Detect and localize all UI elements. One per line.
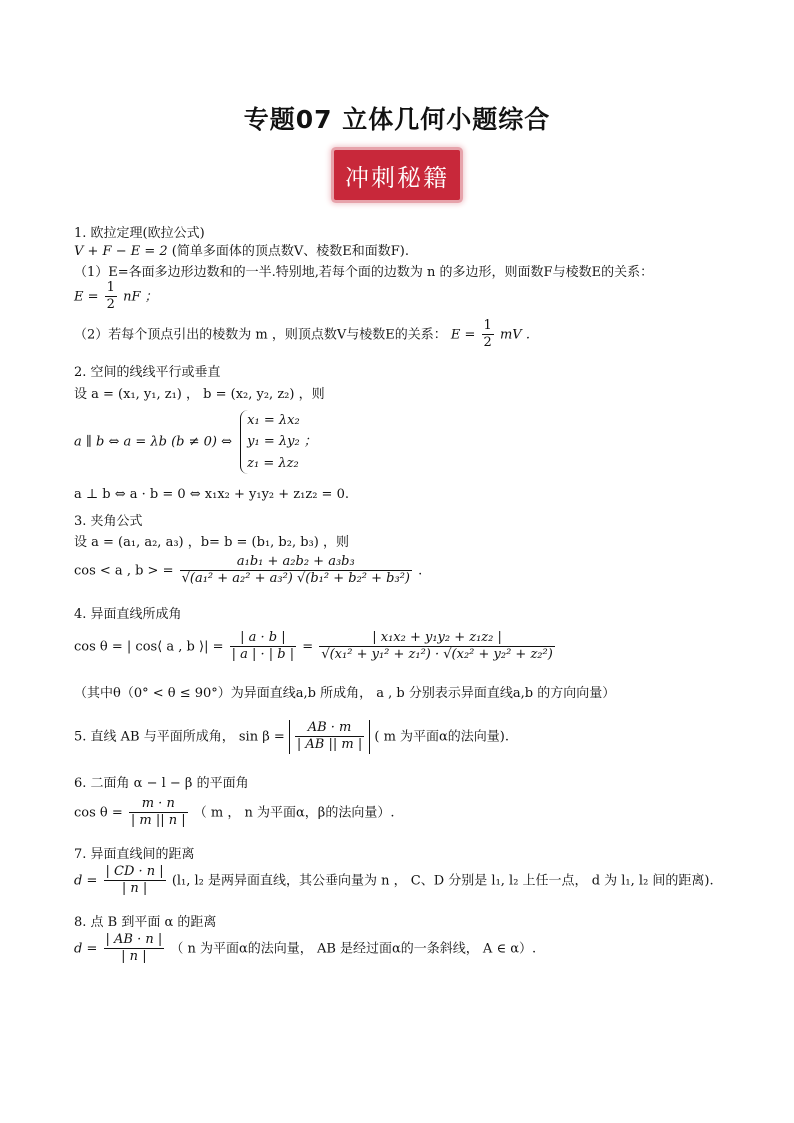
s4-heading: 4. 异面直线所成角 [74, 607, 182, 622]
s5-formula: 5. 直线 AB 与平面所成角， sin β = $\frac{AB \cdot m}{| AB || m |}$ ( m 为平面α的法向量). [74, 720, 510, 753]
fraction-half: $\frac{1}{2}$ [483, 318, 492, 351]
s3-heading: 3. 夹角公式 [74, 514, 143, 529]
s8-heading: 8. 点 B 到平面 α 的距离 [74, 915, 217, 930]
fraction-half: $\frac{1}{2}$ [106, 280, 115, 313]
s7-heading: 7. 异面直线间的距离 [74, 847, 195, 862]
s1-heading: 1. 欧拉定理(欧拉公式) [74, 226, 205, 241]
page-title: 专题07 立体几何小题综合 [243, 105, 551, 134]
section-banner: 冲刺秘籍 [334, 150, 460, 200]
s2-heading: 2. 空间的线线平行或垂直 [74, 365, 221, 380]
s1-paragraph-2: （2）若每个顶点引出的棱数为 m ，则顶点数V与棱数E的关系： E = $\frac{1}{2}$ mV . [74, 318, 530, 351]
s2-parallel: a ∥ b ⇔ a = λb (b ≠ 0) ⇔ x₁ = λx₂ y₁ = λy₂ ； z₁ = λz₂ [74, 410, 317, 474]
s8-formula: d = $\frac{| AB \cdot n |}{| n |}$ （ n 为平面α的法向量， AB 是经过面α的一条斜线， A ∈ α）. [74, 932, 537, 965]
s3-formula: cos < a , b > = $\frac{\text{a₁b₁ + a₂b₂ + a₃b₃}}{\text{√(a₁² + a₂² + a₃²) √(b₁² + b₂² + b₃²)}}$ . [74, 554, 423, 587]
s6-heading: 6. 二面角 α − l − β 的平面角 [74, 776, 249, 791]
s1-formula-1: E = $\frac{1}{2}$ nF ； [74, 280, 158, 313]
s6-formula: cos θ = $\frac{m \cdot n}{| m || n |}$ （ m ， n 为平面α，β的法向量）. [74, 796, 395, 829]
s4-formula: cos θ = | cos⟨ a , b ⟩| = $\frac{| a \cdot b |}{| a | \cdot | b |}$ = $\frac{\text{| x₁x₂ + y₁y₂ + z₁z₂ |}}{\text{√(x₁² + y₁² + z₁²) · √(x₂² + y₂² + z₂²)}}$ [74, 630, 553, 663]
equation-system: x₁ = λx₂ y₁ = λy₂ ； z₁ = λz₂ [240, 410, 317, 474]
euler-formula-note: (简单多面体的顶点数V、棱数E和面数F). [171, 244, 409, 259]
euler-formula: V + F − E = 2 [74, 244, 168, 259]
s4-note: （其中θ（0° < θ ≤ 90°）为异面直线a,b 所成角， a , b 分别表示异面直线a,b 的方向向量） [74, 686, 616, 701]
s7-formula: d = $\frac{| CD \cdot n |}{| n |}$ (l₁, l₂ 是两异面直线，其公垂向量为 n ， C、D 分别是 l₁, l₂ 上任一点， d 为 l₁, l₂ 间的距离). [74, 864, 714, 897]
angle-fraction: $\frac{\text{a₁b₁ + a₂b₂ + a₃b₃}}{\text{√(a₁² + a₂² + a₃²) √(b₁² + b₂² + b₃²)}}$ [181, 554, 410, 587]
s3-setup: 设 a = (a₁, a₂, a₃) ，b= b = (b₁, b₂, b₃) ，则 [74, 535, 349, 550]
s1-paragraph-1: （1）E=各面多边形边数和的一半.特别地,若每个面的边数为 n 的多边形，则面数F与棱数E的关系： [74, 265, 654, 280]
s2-perpendicular: a ⊥ b ⇔ a · b = 0 ⇔ x₁x₂ + y₁y₂ + z₁z₂ = 0. [74, 487, 349, 502]
s2-setup: 设 a = (x₁, y₁, z₁) ， b = (x₂, y₂, z₂) ，则 [74, 387, 325, 402]
s1-formula-line [74, 240, 409, 259]
